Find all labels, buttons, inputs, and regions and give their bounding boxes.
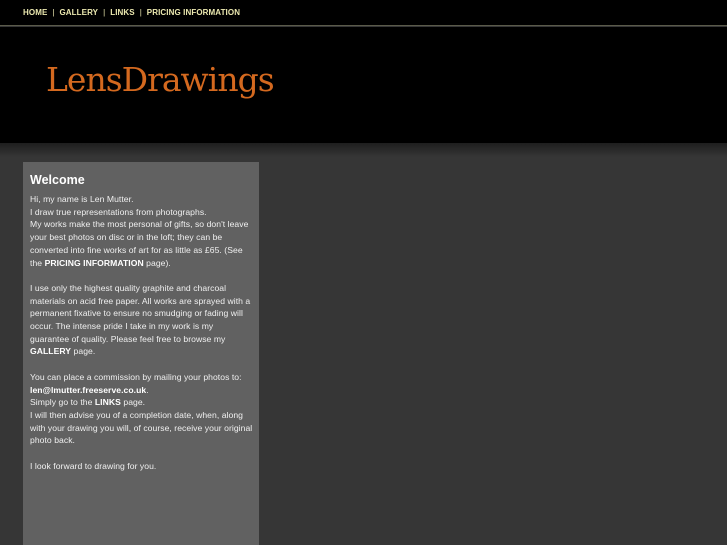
gallery-link[interactable]: GALLERY [30, 346, 72, 357]
materials-paragraph [30, 282, 253, 358]
links-link[interactable]: LINKS [94, 397, 121, 408]
intro-paragraph [30, 193, 253, 269]
commission-text: . [146, 384, 149, 395]
nav-link-pricing-information[interactable]: PRICING INFORMATION [146, 8, 241, 17]
intro-line: Hi, my name is Len Mutter. [30, 194, 134, 204]
nav-link-links[interactable]: LINKS [110, 8, 135, 17]
nav-link-home[interactable]: HOME [23, 8, 48, 17]
materials-text: page. [73, 346, 96, 357]
intro-line: I draw true representations from photographs. [30, 206, 207, 217]
welcome-title: Welcome [30, 173, 85, 187]
closing-paragraph: I look forward to drawing for you. [30, 460, 157, 471]
materials-text: I use only the highest quality graphite and charcoal materials on acid free paper. All works are sprayed with a permanent fixative to ensure no smudging or fading will occur. The intense pride I take in my work is my guarantee of quality. Please feel free to browse my [30, 282, 251, 344]
top-navigation [0, 0, 727, 26]
nav-separator: | [52, 8, 55, 17]
site-header [0, 27, 727, 143]
nav-separator: | [139, 8, 142, 17]
commission-text: Simply go to the [30, 397, 93, 408]
intro-line: page). [146, 257, 171, 268]
welcome-panel [23, 162, 259, 545]
commission-text: I will then advise you of a completion date, when, along with your drawing you will, of course, receive your original photo back. [30, 409, 253, 446]
pricing-information-link[interactable]: PRICING INFORMATION [44, 257, 144, 268]
header-shadow [0, 143, 727, 157]
welcome-text [30, 193, 253, 472]
commission-text: page. [123, 397, 146, 408]
nav-separator: | [103, 8, 106, 17]
commission-paragraph [30, 371, 253, 447]
email-address[interactable]: len@lmutter.freeserve.co.uk [30, 384, 147, 395]
commission-text: You can place a commission by mailing your photos to: [30, 371, 242, 382]
site-logo[interactable]: LensDrawings [46, 60, 274, 99]
nav-link-gallery[interactable]: GALLERY [59, 8, 99, 17]
intro-line: My works make the most personal of gifts, so don't leave your best photos on disc or in the loft; they can be converted into fine works of art for as little as £65. (See the [30, 219, 249, 268]
